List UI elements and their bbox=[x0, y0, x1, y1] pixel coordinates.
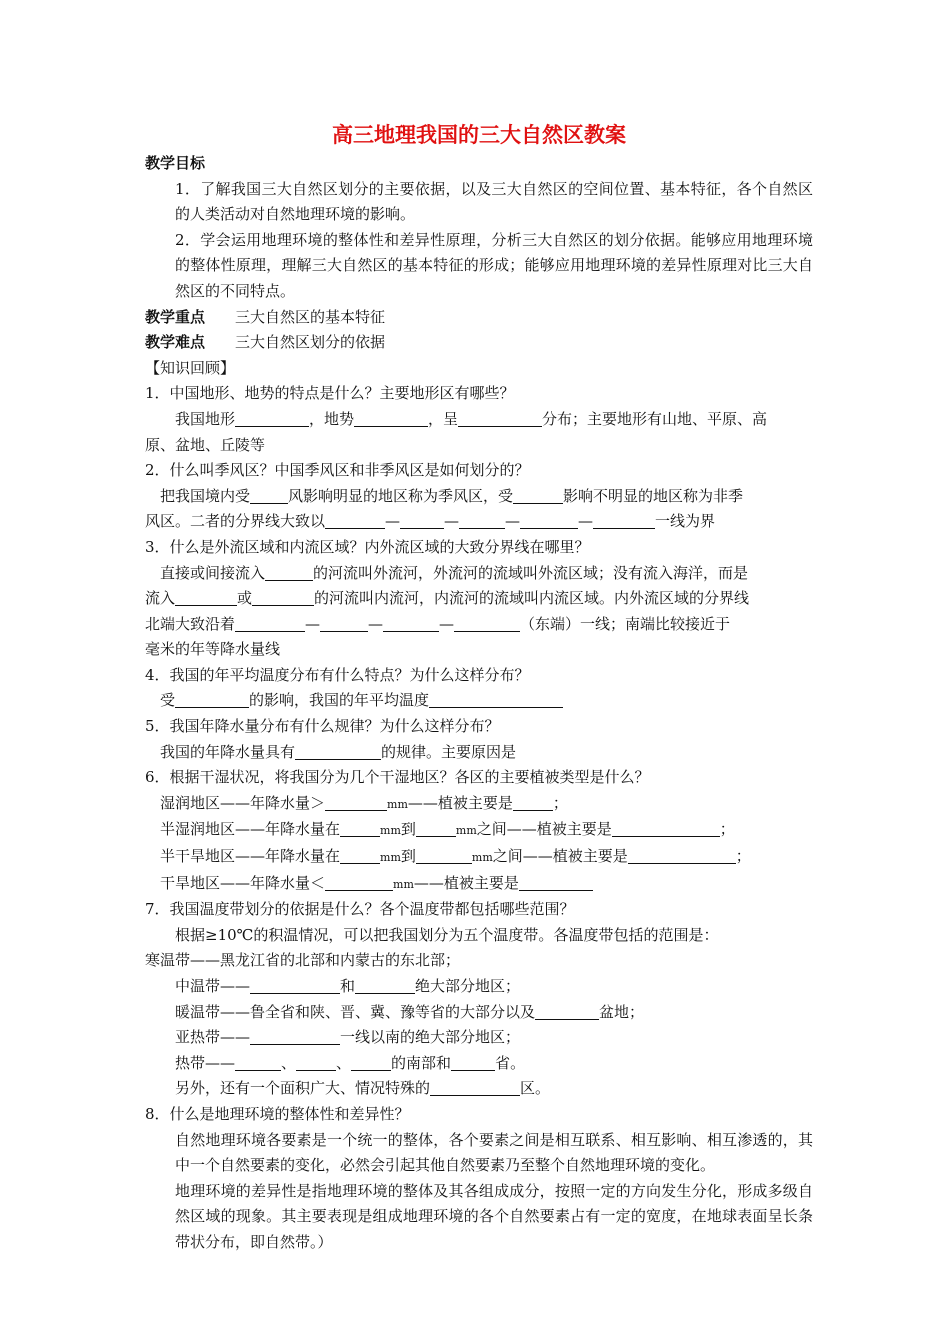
blank[interactable] bbox=[340, 819, 380, 837]
text: 中温带—— bbox=[175, 977, 251, 995]
goal-1: 1．了解我国三大自然区划分的主要依据，以及三大自然区的空间位置、基本特征，各个自然区的人类活动对自然地理环境的影响。 bbox=[175, 179, 813, 224]
text: 半干旱地区——年降水量在 bbox=[160, 847, 341, 866]
text: ； bbox=[735, 847, 751, 866]
text: 的河流叫外流河，外流河的流域叫外流区域；没有流入海洋，而是 bbox=[313, 563, 749, 582]
arid-row bbox=[145, 871, 813, 898]
blank[interactable] bbox=[235, 1053, 281, 1071]
question-8: 8．什么是地理环境的整体性和差异性？ bbox=[145, 1104, 410, 1123]
goal-2: 2．学会运用地理环境的整体性和差异性原理，分析三大自然区的划分依据。能够应用地理环境的整体性原理，理解三大自然区的基本特征的形成；能够应用地理环境的差异性原理对比三大自然区的不同特点。 bbox=[175, 230, 813, 300]
q8-paragraph-2: 地理环境的差异性是指地理环境的整体及其各组成成分，按照一定的方向发生分化，形成多级自然区域的现象。其主要表现是组成地理环境的各个自然要素占有一定的宽度，在地球表面呈长条带状分布，即自然带。） bbox=[175, 1181, 813, 1251]
question-7: 7．我国温度带划分的依据是什么？各个温度带都包括哪些范围？ bbox=[145, 900, 575, 919]
text: 的河流叫内流河，内流河的流域叫内流区域。内外流区域的分界线 bbox=[314, 589, 750, 608]
text: 到 bbox=[400, 847, 416, 866]
text: 的规律。主要原因是 bbox=[381, 742, 517, 761]
answer-1-line2: 原、盆地、丘陵等 bbox=[145, 435, 266, 454]
blank[interactable] bbox=[295, 742, 381, 760]
text: （东端）一线；南端比较接近于 bbox=[520, 614, 731, 633]
diff-label: 教学难点 bbox=[145, 333, 206, 352]
text: ——植被主要是 bbox=[413, 873, 519, 892]
blank[interactable] bbox=[416, 846, 472, 864]
text: 我国的年降水量具有 bbox=[160, 742, 296, 761]
blank[interactable] bbox=[535, 1002, 599, 1020]
text: 热带—— bbox=[175, 1053, 236, 1072]
mid-temperate bbox=[145, 974, 813, 1000]
blank[interactable] bbox=[355, 976, 415, 994]
text: ，呈 bbox=[428, 409, 459, 428]
text: ——植被主要是 bbox=[407, 793, 513, 812]
answer-3-line bbox=[145, 561, 813, 587]
text: 暖温带——鲁全省和陕、晋、冀、豫等省的大部分以及 bbox=[175, 1002, 536, 1021]
blank[interactable] bbox=[429, 690, 563, 708]
text: 我国地形 bbox=[175, 409, 236, 428]
unit: mm bbox=[471, 851, 493, 865]
answer-2-line2 bbox=[145, 509, 813, 535]
text: 湿润地区——年降水量＞ bbox=[160, 793, 326, 812]
text: 风区。二者的分界线大致以 bbox=[145, 512, 326, 531]
blank[interactable] bbox=[628, 846, 736, 864]
blank[interactable] bbox=[351, 1053, 391, 1071]
text: 到 bbox=[400, 820, 416, 839]
unit: mm bbox=[455, 824, 477, 838]
subtropical bbox=[145, 1025, 813, 1051]
answer-4-line bbox=[145, 688, 813, 714]
text: 和 bbox=[340, 977, 356, 995]
blank[interactable] bbox=[250, 486, 288, 504]
text: — bbox=[439, 614, 455, 633]
question-4: 4．我国的年平均温度分布有什么特点？为什么这样分布？ bbox=[145, 665, 530, 684]
blank[interactable] bbox=[383, 614, 439, 632]
question-1: 1．中国地形、地势的特点是什么？主要地形区有哪些？ bbox=[145, 384, 515, 403]
blank[interactable] bbox=[513, 793, 553, 811]
text: — bbox=[385, 512, 401, 531]
blank[interactable] bbox=[265, 563, 313, 581]
difficult-point bbox=[145, 330, 813, 356]
text: 流入 bbox=[145, 589, 176, 608]
text: 或 bbox=[237, 589, 253, 608]
blank[interactable] bbox=[325, 511, 385, 529]
question-6: 6．根据干湿状况，将我国分为几个干湿地区？各区的主要植被类型是什么？ bbox=[145, 768, 650, 787]
text: — bbox=[505, 512, 521, 531]
blank[interactable] bbox=[519, 873, 593, 891]
answer-3-line4: 毫米的年等降水量线 bbox=[145, 640, 281, 659]
text: 之间——植被主要是 bbox=[476, 820, 612, 839]
blank[interactable] bbox=[175, 588, 237, 606]
blank[interactable] bbox=[430, 1078, 520, 1096]
text: 亚热带—— bbox=[175, 1028, 251, 1047]
text: 干旱地区——年降水量＜ bbox=[160, 873, 326, 892]
q8-paragraph-1: 自然地理环境各要素是一个统一的整体，各个要素之间是相互联系、相互影响、相互渗透的，其中一个自然要素的变化，必然会引起其他自然要素乃至整个自然地理环境的变化。 bbox=[175, 1130, 813, 1175]
review-heading: 【知识回顾】 bbox=[145, 358, 236, 377]
text: 北端大致沿着 bbox=[145, 614, 236, 633]
blank[interactable] bbox=[252, 588, 314, 606]
text: 分布；主要地形有山地、平原、高 bbox=[542, 409, 768, 428]
text: 影响不明显的地区称为非季 bbox=[563, 486, 744, 505]
answer-3-line2 bbox=[145, 586, 813, 612]
text: 盆地； bbox=[599, 1002, 645, 1021]
text: 受 bbox=[160, 691, 176, 710]
blank[interactable] bbox=[325, 793, 387, 811]
text: 直接或间接流入 bbox=[160, 563, 266, 582]
blank[interactable] bbox=[459, 511, 505, 529]
key-label: 教学重点 bbox=[145, 307, 206, 326]
blank[interactable] bbox=[325, 873, 393, 891]
blank[interactable] bbox=[416, 819, 456, 837]
unit: mm bbox=[387, 797, 408, 811]
text: — bbox=[578, 512, 594, 531]
question-5: 5．我国年降水量分布有什么规律？为什么这样分布？ bbox=[145, 717, 500, 736]
answer-1-line bbox=[145, 407, 813, 433]
blank[interactable] bbox=[250, 1027, 340, 1045]
q7-intro: 根据≥10℃的积温情况，可以把我国划分为五个温度带。各温度带包括的范围是： bbox=[175, 925, 719, 944]
text: 的影响，我国的年平均温度 bbox=[249, 691, 430, 710]
text: 一线以南的绝大部分地区； bbox=[340, 1028, 521, 1047]
blank[interactable] bbox=[400, 511, 444, 529]
text: 一线为界 bbox=[655, 512, 716, 531]
text: 的南部和 bbox=[391, 1053, 452, 1072]
warm-temperate bbox=[145, 1000, 813, 1026]
blank[interactable] bbox=[454, 614, 520, 632]
semi-arid-row bbox=[145, 844, 813, 871]
blank[interactable] bbox=[612, 819, 720, 837]
blank[interactable] bbox=[593, 511, 655, 529]
text: ； bbox=[719, 820, 735, 839]
question-2: 2．什么叫季风区？中国季风区和非季风区是如何划分的？ bbox=[145, 461, 530, 480]
semi-humid-row bbox=[145, 817, 813, 844]
blank[interactable] bbox=[175, 690, 249, 708]
text: 把我国境内受 bbox=[160, 486, 251, 505]
key-point bbox=[145, 305, 813, 331]
text: 、 bbox=[281, 1053, 297, 1072]
text: 区。 bbox=[520, 1079, 551, 1098]
unit: mm bbox=[380, 851, 401, 865]
key-text: 三大自然区的基本特征 bbox=[235, 307, 386, 326]
document-page bbox=[145, 120, 813, 1256]
text: — bbox=[368, 614, 384, 633]
humid-row bbox=[145, 791, 813, 818]
unit: mm bbox=[380, 824, 401, 838]
blank[interactable] bbox=[451, 1053, 495, 1071]
blank[interactable] bbox=[235, 614, 305, 632]
blank[interactable] bbox=[458, 409, 542, 427]
text: 省。 bbox=[495, 1053, 526, 1072]
text: 绝大部分地区； bbox=[415, 977, 521, 995]
answer-3-line3 bbox=[145, 612, 813, 638]
text: 风影响明显的地区称为季风区，受 bbox=[288, 486, 514, 505]
answer-5-line bbox=[145, 740, 813, 766]
blank[interactable] bbox=[354, 409, 428, 427]
blank[interactable] bbox=[320, 614, 368, 632]
blank[interactable] bbox=[340, 846, 380, 864]
text: — bbox=[305, 614, 321, 633]
tropical bbox=[145, 1051, 813, 1077]
special-region bbox=[145, 1076, 813, 1102]
blank[interactable] bbox=[235, 409, 309, 427]
text: 另外，还有一个面积广大、情况特殊的 bbox=[175, 1079, 431, 1098]
cold-temperate: 寒温带——黑龙江省的北部和内蒙古的东北部； bbox=[145, 951, 461, 970]
question-3: 3．什么是外流区域和内流区域？内外流区域的大致分界线在哪里？ bbox=[145, 537, 590, 556]
text: ，地势 bbox=[309, 409, 355, 428]
page-title: 高三地理我国的三大自然区教案 bbox=[332, 123, 626, 147]
goals-heading: 教学目标 bbox=[145, 154, 206, 172]
text: 半湿润地区——年降水量在 bbox=[160, 820, 341, 839]
text: ； bbox=[552, 793, 568, 812]
diff-text: 三大自然区划分的依据 bbox=[235, 333, 386, 352]
text: — bbox=[444, 512, 460, 531]
text: 、 bbox=[336, 1053, 352, 1072]
answer-2-line bbox=[145, 484, 813, 510]
blank[interactable] bbox=[296, 1053, 336, 1071]
blank[interactable] bbox=[513, 486, 563, 504]
blank[interactable] bbox=[250, 976, 340, 994]
blank[interactable] bbox=[520, 511, 578, 529]
unit: mm bbox=[393, 877, 414, 891]
text: 之间——植被主要是 bbox=[492, 847, 628, 866]
